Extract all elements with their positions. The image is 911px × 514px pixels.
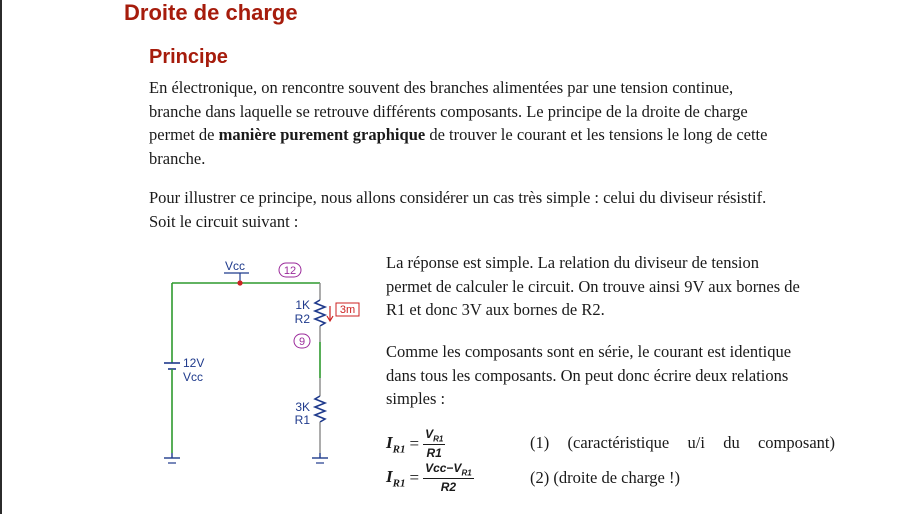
illustration-paragraph [149, 186, 849, 233]
page-title: Droite de charge [124, 0, 298, 25]
answer-line-1: La réponse est simple. La relation du diviseur de tension [386, 253, 759, 272]
intro-line-1: En électronique, on rencontre souvent des branches alimentées par une tension continue, [149, 78, 734, 97]
answer-paragraph [386, 251, 846, 322]
eq2-numerator: Vcc−V [425, 461, 462, 475]
eq1-desc-word-2: u/i [687, 433, 705, 452]
circuit-diagram [150, 250, 370, 475]
vcc-node-dot [237, 280, 242, 285]
eq1-numerator-sub: R1 [433, 434, 444, 444]
eq2-lhs: I [386, 466, 393, 486]
eq2-fraction [423, 461, 474, 494]
r1-resistor-icon [315, 396, 325, 422]
eq1-numerator: V [425, 427, 434, 441]
eq2-lhs-sub: R1 [392, 476, 406, 489]
node-voltage-mid: 9 [298, 336, 306, 348]
intro-paragraph [149, 76, 849, 170]
series-paragraph [386, 340, 846, 411]
eq1-desc-word-4: composant) [757, 433, 835, 452]
vcc-net-label: Vcc [225, 259, 246, 273]
source-value: 12V [183, 356, 205, 370]
eq1-desc-word-3: du [723, 433, 740, 452]
intro-line-3b: de trouver le courant et les tensions le long de cette [425, 125, 768, 144]
eq2-denominator: R2 [440, 480, 457, 495]
intro-line-4: branche. [149, 148, 206, 168]
intro-emphasis: manière purement graphique [218, 125, 426, 144]
current-probe-value: 3m [339, 304, 356, 316]
node-voltage-top: 12 [283, 265, 297, 277]
answer-line-3: R1 et donc 3V aux bornes de R2. [386, 300, 605, 319]
page-left-border [0, 0, 2, 514]
answer-line-2: permet de calculer le circuit. On trouve ainsi 9V aux bornes de [386, 276, 800, 296]
equation-2: $I_{R1}$ = $\frac{Vcc-V_{R1}}{R2}$ [386, 461, 472, 495]
illustration-line-2: Soit le circuit suivant : [149, 211, 299, 231]
eq1-desc-word-1: (caractéristique [567, 433, 670, 452]
series-line-1: Comme les composants sont en série, le courant est identique [386, 342, 792, 361]
r2-resistor-icon [315, 300, 325, 326]
eq1-denominator: R1 [426, 446, 442, 461]
eq1-lhs-sub: R1 [392, 442, 406, 455]
equation-1: $I_{R1}$ = $\frac{V_{R1}}{R1}$ [386, 427, 444, 461]
intro-line-3a: permet de [149, 125, 219, 144]
illustration-line-1: Pour illustrer ce principe, nous allons considérer un cas très simple : celui du diviseur résistif. [149, 188, 767, 207]
r2-name: R2 [294, 312, 310, 326]
equation-1-description [530, 433, 835, 453]
eq1-fraction [423, 427, 445, 460]
series-line-3: simples : [386, 389, 446, 408]
section-title: Principe [149, 46, 228, 68]
eq2-numerator-sub: R1 [461, 468, 472, 478]
intro-line-2: branche dans laquelle se retrouve différents composants. Le principe de la droite de charge [149, 101, 748, 121]
r1-value: 3K [295, 400, 310, 414]
source-name: Vcc [183, 370, 204, 384]
r1-name: R1 [294, 413, 310, 427]
eq1-lhs: I [386, 432, 393, 452]
equation-2-description: (2) (droite de charge !) [530, 468, 680, 487]
r2-value: 1K [295, 298, 310, 312]
series-line-2: dans tous les composants. On peut donc écrire deux relations [386, 365, 789, 385]
eq1-number: (1) [530, 433, 550, 452]
